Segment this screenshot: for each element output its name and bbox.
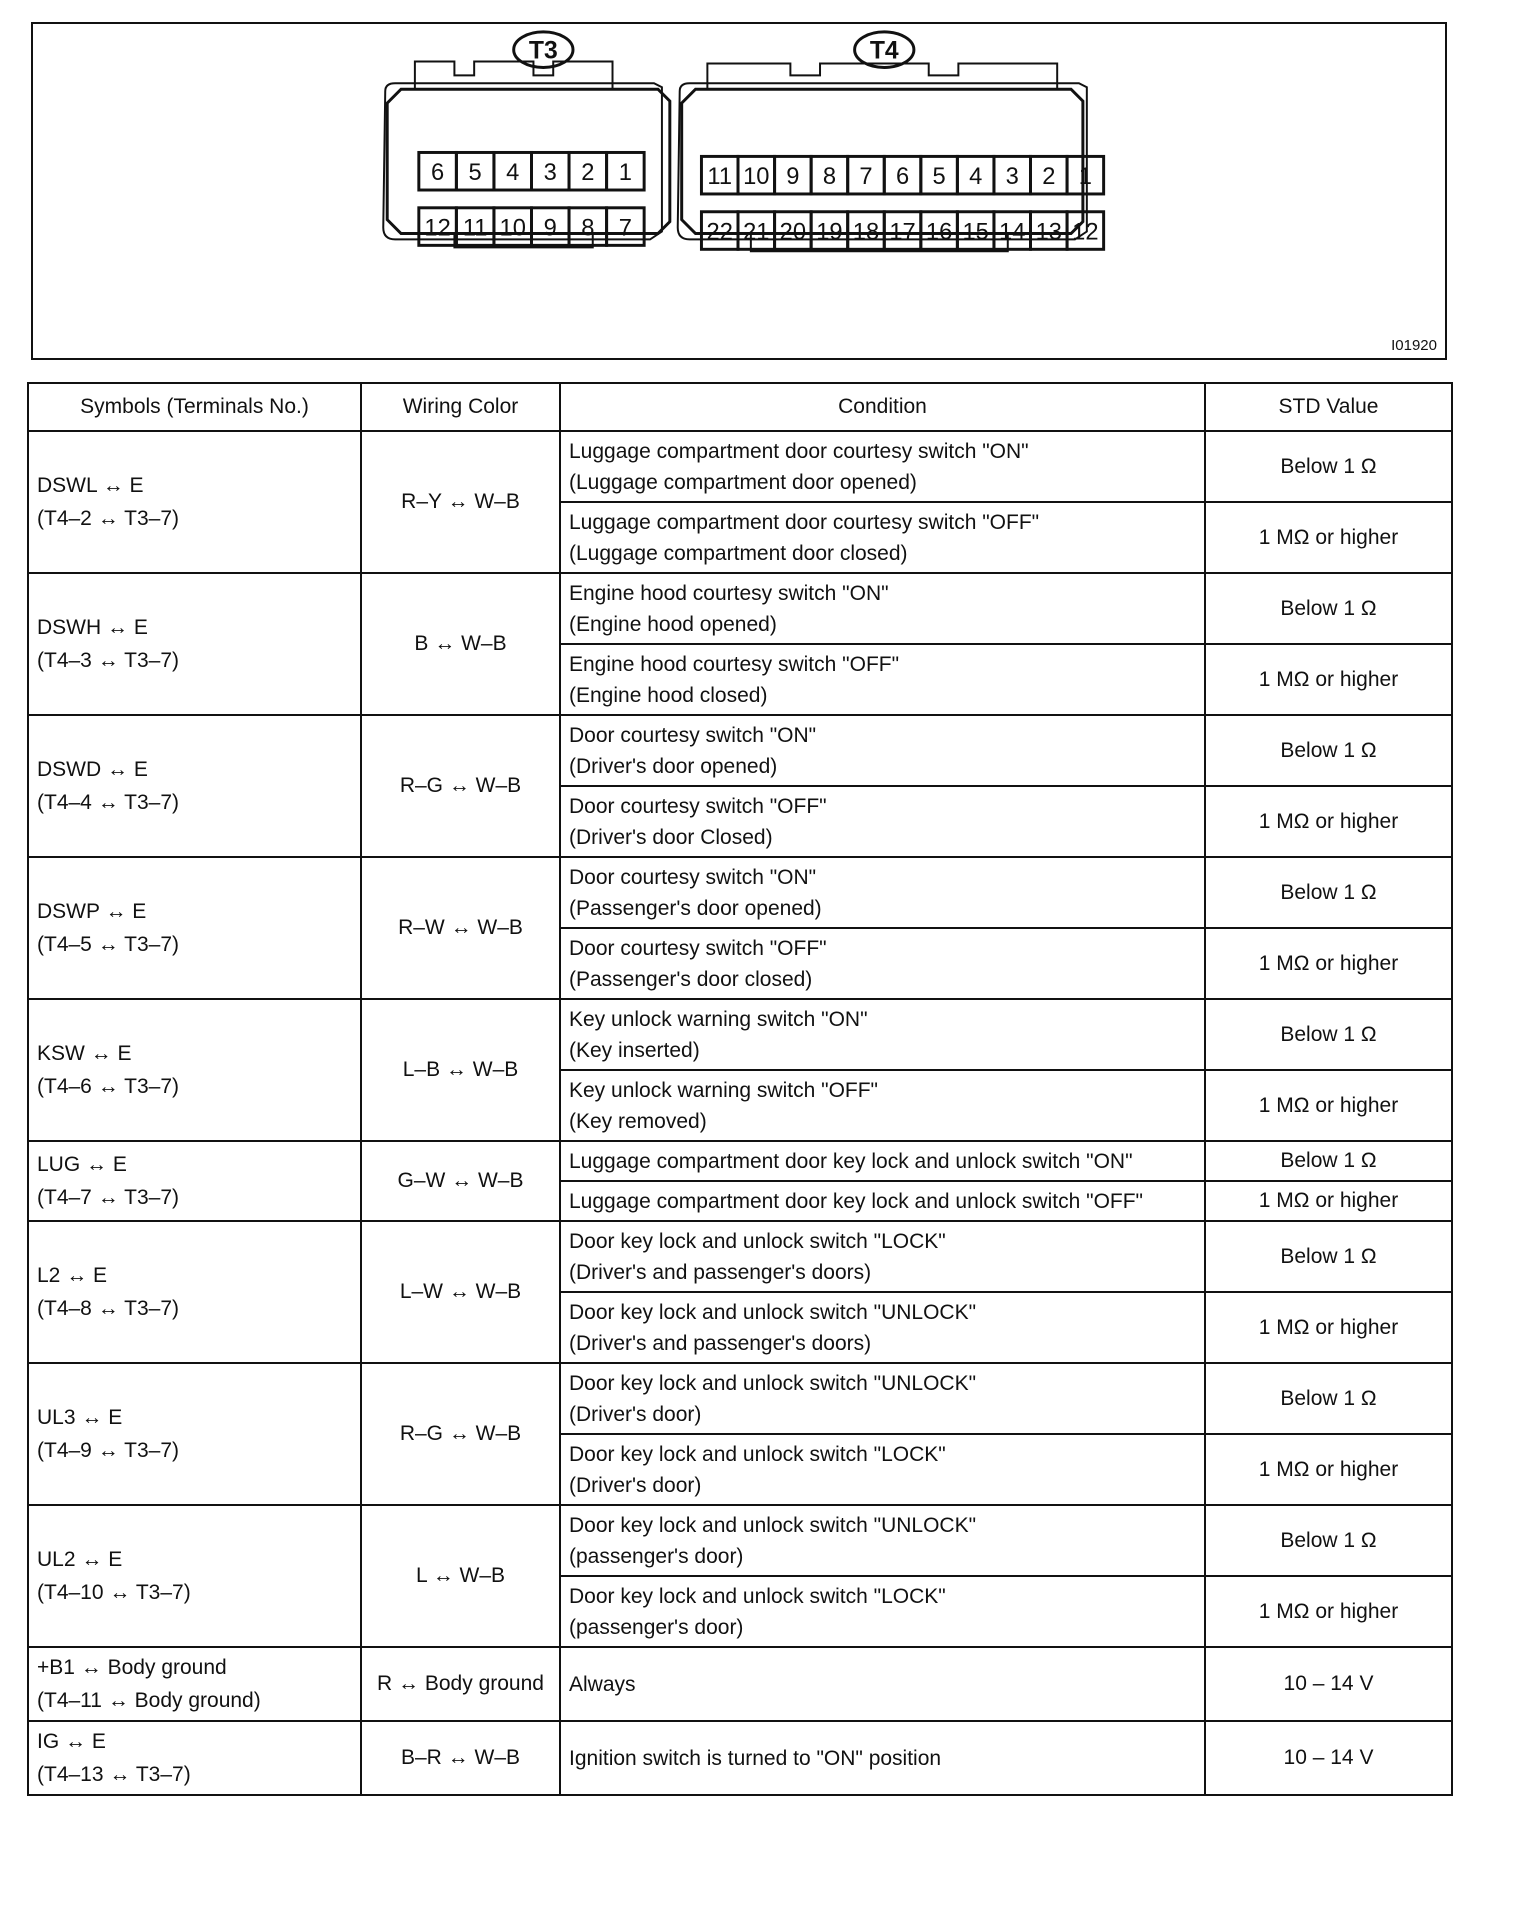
pin-number: 12 [1072, 219, 1099, 246]
std-value-cell: 10 – 14 V [1205, 1647, 1452, 1721]
condition-line: Always [569, 1672, 636, 1696]
symbol-cell [28, 1505, 361, 1647]
symbol-cell [28, 573, 361, 715]
condition-line: Door key lock and unlock switch "UNLOCK" [569, 1513, 977, 1537]
condition-line: Engine hood courtesy switch "ON" [569, 581, 889, 605]
table-body [28, 431, 1452, 1795]
pin-number: 12 [424, 215, 451, 242]
condition-line: (Engine hood opened) [569, 612, 777, 636]
pin-number: 9 [786, 164, 800, 191]
pin-number: 3 [1005, 164, 1019, 191]
condition-line: Door key lock and unlock switch "LOCK" [569, 1229, 946, 1253]
std-value-cell: Below 1 Ω [1205, 1505, 1452, 1576]
table-row [28, 1505, 1452, 1576]
pin-number: 11 [462, 215, 488, 242]
pin-number: 1 [1078, 164, 1092, 191]
table-row [28, 1647, 1452, 1721]
condition-line: Door courtesy switch "OFF" [569, 936, 827, 960]
pin-number: 13 [1035, 219, 1062, 246]
terminal-numbers: (T4–2 ↔ T3–7) [37, 507, 180, 530]
condition-cell [560, 999, 1205, 1070]
std-value-cell: Below 1 Ω [1205, 573, 1452, 644]
condition-line: (Luggage compartment door opened) [569, 470, 917, 494]
table-row [28, 431, 1452, 502]
condition-line: Key unlock warning switch "ON" [569, 1007, 868, 1031]
pin-number: 21 [743, 219, 770, 246]
pin-number: 11 [707, 164, 733, 191]
condition-line: (Passenger's door opened) [569, 896, 822, 920]
std-value-cell: 1 MΩ or higher [1205, 1292, 1452, 1363]
header-std-value: STD Value [1205, 383, 1452, 431]
condition-cell [560, 1505, 1205, 1576]
condition-cell [560, 928, 1205, 999]
std-value-cell: 1 MΩ or higher [1205, 928, 1452, 999]
terminal-numbers: (T4–13 ↔ T3–7) [37, 1763, 191, 1786]
wiring-color-cell: B ↔ W–B [361, 573, 560, 715]
table-header-row [28, 383, 1452, 431]
symbol-name: DSWL ↔ E [37, 474, 144, 497]
connector-drawing [33, 24, 1445, 358]
wiring-color-cell: R–Y ↔ W–B [361, 431, 560, 573]
symbol-name: L2 ↔ E [37, 1264, 108, 1287]
header-condition: Condition [560, 383, 1205, 431]
wiring-color-cell: L–W ↔ W–B [361, 1221, 560, 1363]
wiring-color-cell: R–G ↔ W–B [361, 1363, 560, 1505]
terminal-numbers: (T4–3 ↔ T3–7) [37, 649, 180, 672]
table-row [28, 715, 1452, 786]
std-value-cell: 1 MΩ or higher [1205, 644, 1452, 715]
condition-cell [560, 1221, 1205, 1292]
condition-cell [560, 857, 1205, 928]
condition-line: Key unlock warning switch "OFF" [569, 1078, 879, 1102]
symbol-cell [28, 1647, 361, 1721]
condition-cell [560, 1141, 1205, 1181]
terminal-numbers: (T4–4 ↔ T3–7) [37, 791, 180, 814]
wiring-color-cell: R–W ↔ W–B [361, 857, 560, 999]
wiring-color-cell: G–W ↔ W–B [361, 1141, 560, 1221]
terminal-numbers: (T4–10 ↔ T3–7) [37, 1581, 191, 1604]
std-value-cell: Below 1 Ω [1205, 857, 1452, 928]
symbol-cell [28, 999, 361, 1141]
condition-line: Ignition switch is turned to "ON" position [569, 1746, 942, 1770]
condition-line: Door key lock and unlock switch "UNLOCK" [569, 1300, 977, 1324]
terminal-inspection-table [27, 382, 1453, 1796]
condition-line: (Driver's and passenger's doors) [569, 1260, 872, 1284]
pin-number: 7 [859, 164, 873, 191]
condition-line: (Driver's door) [569, 1473, 702, 1497]
pin-number: 1 [618, 160, 632, 187]
std-value-cell: 10 – 14 V [1205, 1721, 1452, 1795]
symbol-name: DSWD ↔ E [37, 758, 148, 781]
symbol-cell [28, 1141, 361, 1221]
symbol-cell [28, 1221, 361, 1363]
table-row [28, 573, 1452, 644]
condition-line: Door courtesy switch "ON" [569, 865, 817, 889]
pin-number: 2 [1042, 164, 1056, 191]
std-value-cell: 1 MΩ or higher [1205, 1181, 1452, 1221]
symbol-cell [28, 1363, 361, 1505]
pin-number: 6 [431, 160, 445, 187]
symbol-cell [28, 715, 361, 857]
terminal-numbers: (T4–7 ↔ T3–7) [37, 1186, 180, 1209]
condition-line: Door key lock and unlock switch "LOCK" [569, 1584, 946, 1608]
condition-line: Door courtesy switch "OFF" [569, 794, 827, 818]
terminal-numbers: (T4–9 ↔ T3–7) [37, 1439, 180, 1462]
pin-number: 19 [816, 219, 843, 246]
symbol-name: DSWP ↔ E [37, 900, 147, 923]
pin-number: 14 [999, 219, 1026, 246]
condition-line: (Key inserted) [569, 1038, 700, 1062]
pin-number: 3 [543, 160, 557, 187]
terminal-numbers: (T4–8 ↔ T3–7) [37, 1297, 180, 1320]
table-row [28, 1141, 1452, 1181]
terminal-numbers: (T4–5 ↔ T3–7) [37, 933, 180, 956]
pin-number: 15 [962, 219, 989, 246]
pin-number: 18 [852, 219, 880, 246]
condition-line: (Driver's door opened) [569, 754, 778, 778]
figure-id: I01920 [1391, 337, 1437, 354]
condition-line: Door key lock and unlock switch "LOCK" [569, 1442, 946, 1466]
symbol-name: LUG ↔ E [37, 1153, 127, 1176]
condition-line: (passenger's door) [569, 1544, 744, 1568]
condition-cell [560, 431, 1205, 502]
connector-t3 [419, 32, 644, 245]
condition-line: (passenger's door) [569, 1615, 744, 1639]
connector-label: T4 [869, 37, 899, 65]
condition-cell [560, 1576, 1205, 1647]
table-row [28, 1721, 1452, 1795]
std-value-cell: Below 1 Ω [1205, 1141, 1452, 1181]
pin-number: 4 [506, 160, 520, 187]
pin-number: 8 [822, 164, 837, 191]
terminal-numbers: (T4–11 ↔ Body ground) [37, 1689, 261, 1712]
condition-line: (Driver's door Closed) [569, 825, 773, 849]
pin-number: 4 [969, 164, 983, 191]
condition-cell [560, 1181, 1205, 1221]
std-value-cell: Below 1 Ω [1205, 1221, 1452, 1292]
wiring-color-cell: L–B ↔ W–B [361, 999, 560, 1141]
condition-line: (Driver's door) [569, 1402, 702, 1426]
condition-line: (Luggage compartment door closed) [569, 541, 908, 565]
condition-line: Luggage compartment door key lock and unlock switch "ON" [569, 1149, 1133, 1173]
pin-number: 8 [581, 215, 595, 242]
std-value-cell: Below 1 Ω [1205, 999, 1452, 1070]
condition-cell [560, 1647, 1205, 1721]
symbol-name: KSW ↔ E [37, 1042, 132, 1065]
condition-line: Luggage compartment door courtesy switch "OFF" [569, 510, 1040, 534]
pin-number: 16 [925, 219, 953, 246]
symbol-name: UL2 ↔ E [37, 1548, 123, 1571]
condition-cell [560, 715, 1205, 786]
condition-cell [560, 1292, 1205, 1363]
wiring-color-cell: B–R ↔ W–B [361, 1721, 560, 1795]
pin-number: 2 [581, 160, 595, 187]
pin-number: 5 [932, 164, 946, 191]
condition-cell [560, 502, 1205, 573]
condition-cell [560, 1721, 1205, 1795]
condition-line: Engine hood courtesy switch "OFF" [569, 652, 900, 676]
condition-cell [560, 1434, 1205, 1505]
std-value-cell: 1 MΩ or higher [1205, 1070, 1452, 1141]
symbol-name: IG ↔ E [37, 1730, 106, 1753]
pin-number: 7 [618, 215, 632, 242]
condition-line: Door key lock and unlock switch "UNLOCK" [569, 1371, 977, 1395]
std-value-cell: 1 MΩ or higher [1205, 1434, 1452, 1505]
connector-label: T3 [528, 37, 558, 65]
wiring-color-cell: R–G ↔ W–B [361, 715, 560, 857]
wiring-color-cell: R ↔ Body ground [361, 1647, 560, 1721]
pin-number: 20 [779, 219, 807, 246]
pin-number: 9 [543, 215, 557, 242]
condition-cell [560, 1363, 1205, 1434]
pin-number: 5 [468, 160, 482, 187]
condition-line: (Passenger's door closed) [569, 967, 813, 991]
table-row [28, 999, 1452, 1070]
connector-diagram [31, 22, 1447, 360]
wiring-color-cell: L ↔ W–B [361, 1505, 560, 1647]
condition-cell [560, 1070, 1205, 1141]
symbol-name: +B1 ↔ Body ground [37, 1656, 227, 1679]
std-value-cell: 1 MΩ or higher [1205, 1576, 1452, 1647]
std-value-cell: Below 1 Ω [1205, 1363, 1452, 1434]
pin-number: 10 [499, 215, 526, 242]
terminal-numbers: (T4–6 ↔ T3–7) [37, 1075, 180, 1098]
std-value-cell: Below 1 Ω [1205, 715, 1452, 786]
condition-cell [560, 644, 1205, 715]
symbol-cell [28, 431, 361, 573]
symbol-name: UL3 ↔ E [37, 1406, 123, 1429]
std-value-cell: 1 MΩ or higher [1205, 502, 1452, 573]
table-row [28, 1221, 1452, 1292]
condition-line: (Driver's and passenger's doors) [569, 1331, 872, 1355]
std-value-cell: Below 1 Ω [1205, 431, 1452, 502]
condition-cell [560, 786, 1205, 857]
std-value-cell: 1 MΩ or higher [1205, 786, 1452, 857]
table-row [28, 1363, 1452, 1434]
pin-number: 10 [743, 164, 770, 191]
condition-line: (Key removed) [569, 1109, 707, 1133]
condition-line: (Engine hood closed) [569, 683, 768, 707]
condition-line: Door courtesy switch "ON" [569, 723, 817, 747]
header-wiring-color: Wiring Color [361, 383, 560, 431]
symbol-name: DSWH ↔ E [37, 616, 148, 639]
condition-line: Luggage compartment door key lock and unlock switch "OFF" [569, 1189, 1144, 1213]
header-symbols: Symbols (Terminals No.) [28, 383, 361, 431]
symbol-cell [28, 1721, 361, 1795]
pin-number: 6 [895, 164, 910, 191]
table-row [28, 857, 1452, 928]
condition-line: Luggage compartment door courtesy switch "ON" [569, 439, 1029, 463]
symbol-cell [28, 857, 361, 999]
condition-cell [560, 573, 1205, 644]
pin-number: 17 [889, 219, 916, 246]
pin-number: 22 [706, 219, 733, 246]
connector-t3-lock [415, 62, 613, 90]
